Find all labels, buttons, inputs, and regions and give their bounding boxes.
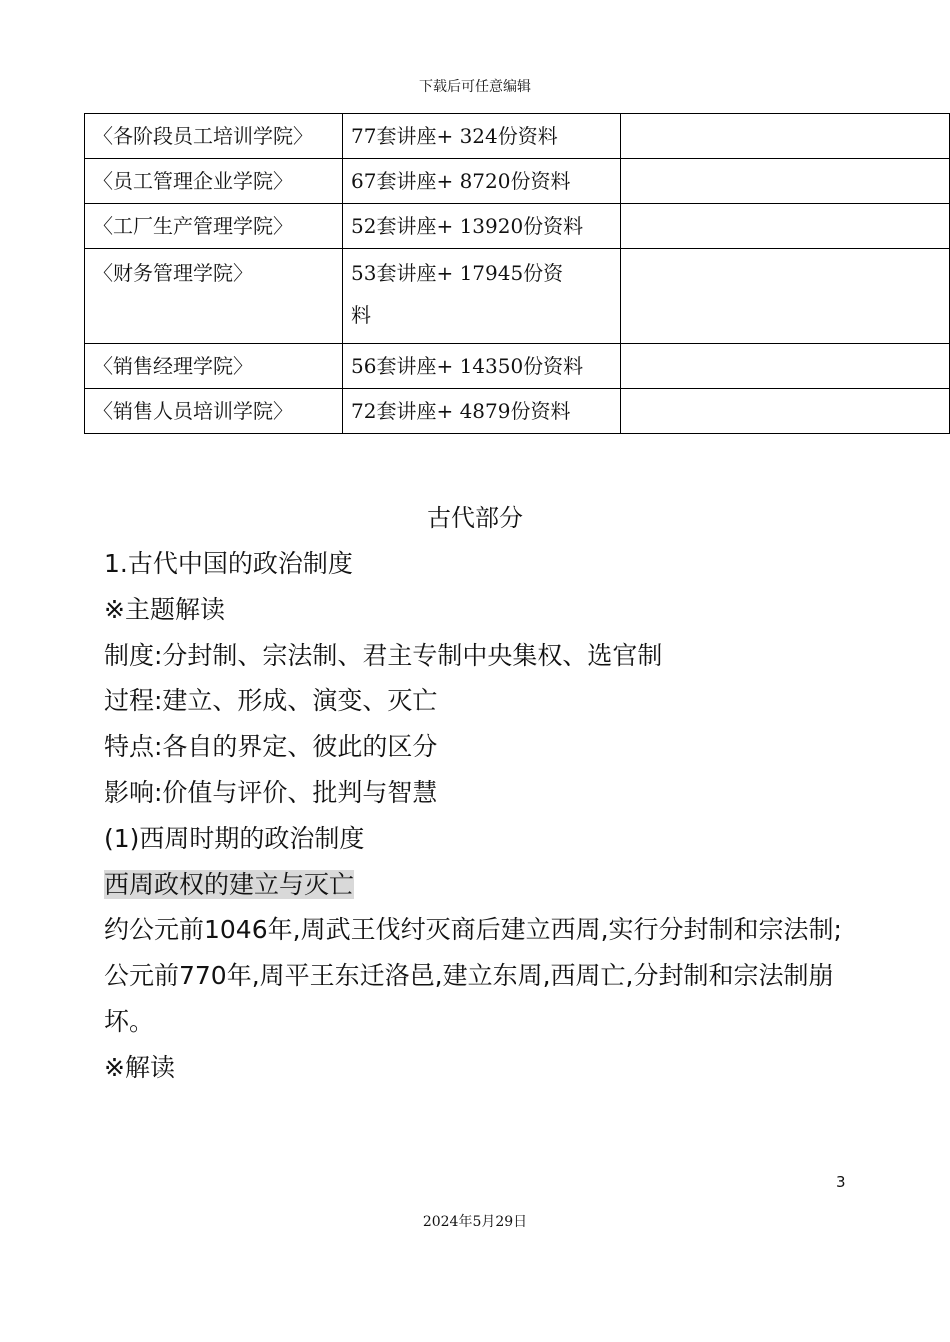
paragraph-founding: 约公元前1046年,周武王伐纣灭商后建立西周,实行分封制和宗法制; (104, 915, 842, 945)
table-cell-name: 〈销售经理学院〉 (85, 344, 343, 389)
page-number: 3 (836, 1173, 846, 1191)
page-header: 下载后可任意编辑 (419, 79, 531, 95)
table-cell-name: 〈员工管理企业学院〉 (85, 159, 343, 204)
table-cell-desc: 67套讲座+ 8720份资料 (343, 159, 621, 204)
line-system: 制度:分封制、宗法制、君主专制中央集权、选官制 (104, 640, 663, 670)
table-row (85, 204, 950, 249)
table-cell-empty (621, 159, 950, 204)
table-cell-desc: 77套讲座+ 324份资料 (343, 114, 621, 159)
table-row (85, 249, 950, 344)
highlight-heading: 西周政权的建立与灭亡 (104, 869, 355, 899)
section-title: 古代部分 (427, 504, 523, 532)
interpret-label: ※解读 (104, 1052, 175, 1082)
table-row (85, 159, 950, 204)
table-cell-name: 〈财务管理学院〉 (85, 249, 343, 344)
table-row (85, 389, 950, 434)
table-cell-empty (621, 249, 950, 344)
line-process: 过程:建立、形成、演变、灭亡 (104, 686, 438, 716)
table-cell-desc: 72套讲座+ 4879份资料 (343, 389, 621, 434)
document-body (104, 541, 864, 1091)
table-cell-name: 〈各阶段员工培训学院〉 (85, 114, 343, 159)
table-cell-desc-text: 53套讲座+ 17945份资料 (351, 261, 564, 327)
table-cell-empty (621, 204, 950, 249)
highlight-heading-wrapper (104, 862, 864, 908)
line-features: 特点:各自的界定、彼此的区分 (104, 732, 438, 762)
footer-date: 2024年5月29日 (422, 1214, 528, 1230)
paragraph-eastern-move: 公元前770年,周平王东迁洛邑,建立东周,西周亡,分封制和宗法制崩坏。 (104, 961, 834, 1036)
table-cell-empty (621, 344, 950, 389)
course-table (84, 113, 950, 434)
heading-political-system: 1.古代中国的政治制度 (104, 549, 353, 578)
table-cell-empty (621, 114, 950, 159)
theme-label: ※主题解读 (104, 594, 225, 624)
subheading-western-zhou: (1)西周时期的政治制度 (104, 823, 365, 853)
table-cell-desc: 56套讲座+ 14350份资料 (343, 344, 621, 389)
table-cell-empty (621, 389, 950, 434)
table-cell-desc: 52套讲座+ 13920份资料 (343, 204, 621, 249)
table-cell-name: 〈工厂生产管理学院〉 (85, 204, 343, 249)
table-cell-desc (343, 249, 621, 344)
table-row (85, 114, 950, 159)
line-influence: 影响:价值与评价、批判与智慧 (104, 777, 438, 807)
table-cell-name: 〈销售人员培训学院〉 (85, 389, 343, 434)
table-row (85, 344, 950, 389)
